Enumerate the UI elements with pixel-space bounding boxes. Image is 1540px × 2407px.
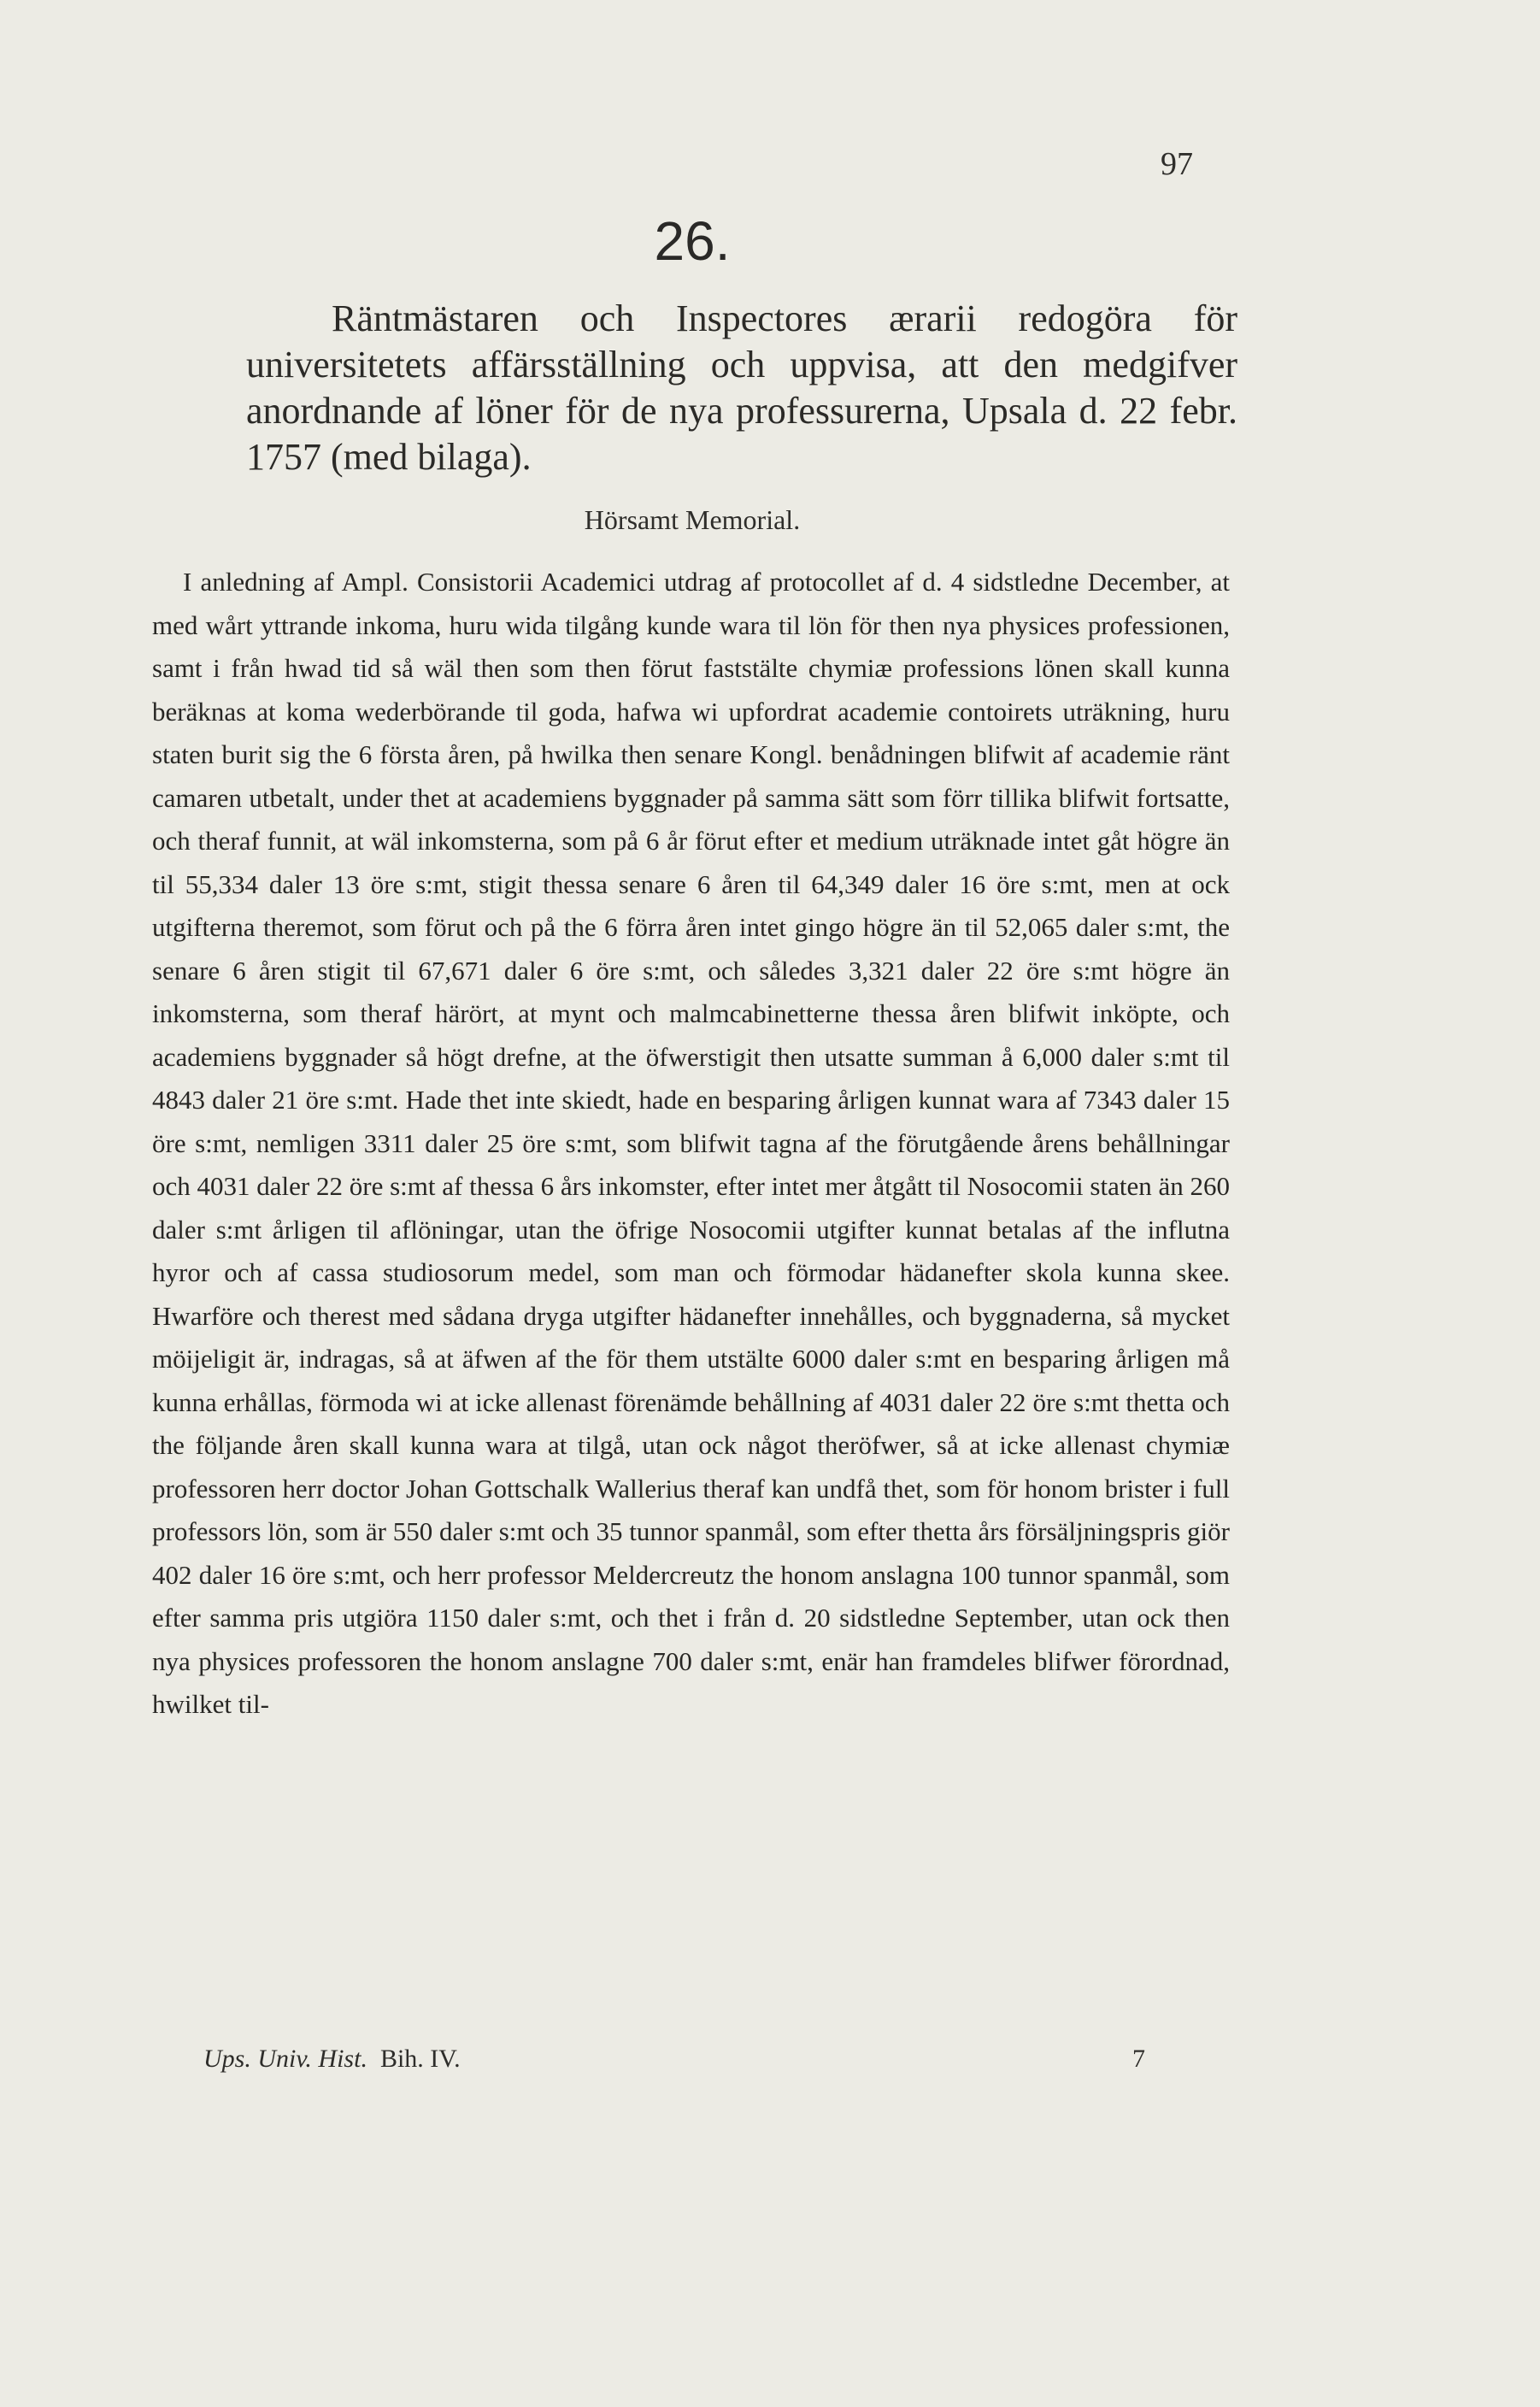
- body-text: I anledning af Ampl. Consistorii Academici utdrag af protocollet af d. 4 sidstledne December, at med wårt yttrande inkoma, huru wida tilgång kunde wara til lön för then nya physices professionen, samt i från hwad tid så wäl then som then förut faststälte chymiæ professions lönen skall kunna beräknas at koma wederbörande til goda, hafwa wi upfordrat academie contoirets uträkning, huru staten burit sig the 6 första åren, på hwilka then senare Kongl. benådningen blifwit af academie ränt camaren utbetalt, under thet at academiens byggnader på samma sätt som förr tillika blifwit fortsatte, och theraf funnit, at wäl inkomsterna, som på 6 år förut efter et medium uträknade intet gåt högre än til 55,334 daler 13 öre s:mt, stigit thessa senare 6 åren til 64,349 daler 16 öre s:mt, men at ock utgifterna theremot, som förut och på the 6 förra åren intet gingo högre än til 52,065 daler s:mt, the senare 6 åren stigit til 67,671 daler 6 öre s:mt, och således 3,321 daler 22 öre s:mt högre än inkomsterna, som theraf härört, at mynt och malmcabinetterne thessa åren blifwit inköpte, och academiens byggnader så högt drefne, at the öfwerstigit then utsatte summan å 6,000 daler s:mt til 4843 daler 21 öre s:mt. Hade thet inte skiedt, hade en besparing årligen kunnat wara af 7343 daler 15 öre s:mt, nemligen 3311 daler 25 öre s:mt, som blifwit tagna af the förutgående årens behållningar och 4031 daler 22 öre s:mt af thessa 6 års inkomster, efter intet mer åtgått til Nosocomii staten än 260 daler s:mt årligen til aflöningar, utan the öfrige Nosocomii utgifter kunnat betalas af the influtna hyror och af cassa studiosorum medel, som man och förmodar hädanefter skola kunna skee. Hwarföre och therest med sådana dryga utgifter hädanefter innehålles, och byggnaderna, så mycket möijeligit är, indragas, så at äfwen af the för them utstälte 6000 daler s:mt en besparing årligen må kunna erhållas, förmoda wi at icke allenast förenämde behållning af 4031 daler 22 öre s:mt thetta och the följande åren skall kunna wara at tilgå, utan ock något theröfwer, så at icke allenast chymiæ professoren herr doctor Johan Gottschalk Wallerius theraf kan undfå thet, som för honom brister i full professors lön, som är 550 daler s:mt och 35 tunnor spanmål, som efter thetta års försäljningspris giör 402 daler 16 öre s:mt, och herr professor Meldercreutz the honom anslagna 100 tunnor spanmål, som efter samma pris utgiöra 1150 daler s:mt, och thet i från d. 20 sidstledne September, utan ock then nya physices professoren the honom anslagne 700 daler s:mt, enär han framdeles blifwer förordnad, hwilket til-: [152, 567, 1230, 1719]
- section-number: 26.: [654, 210, 731, 272]
- footer-part: Bih. IV.: [373, 2045, 461, 2073]
- footer-source: [203, 2045, 461, 2074]
- document-title: Räntmästaren och Inspectores ærarii redogöra för universitetets affärsställning och uppvisa, att den medgifver anordnande af löner för de nya professurerna, Upsala d. 22 febr. 1757 (med bilaga).: [246, 297, 1237, 478]
- page-number: 97: [1161, 146, 1193, 182]
- sheet-signature: 7: [1132, 2045, 1145, 2073]
- footer-source-title: Ups. Univ. Hist.: [203, 2045, 367, 2073]
- memorial-heading: Hörsamt Memorial.: [584, 504, 801, 535]
